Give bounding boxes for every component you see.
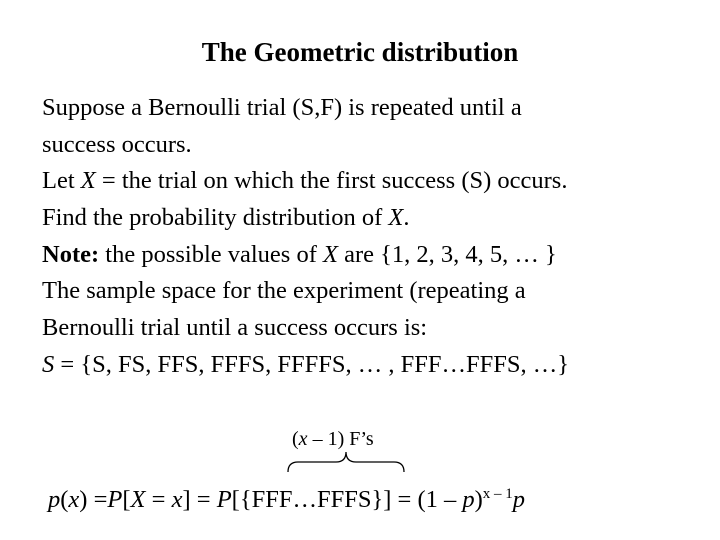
text: ( [292, 428, 299, 450]
text: ] = [182, 486, 217, 513]
text: ( [60, 486, 69, 513]
variable-x: x [68, 486, 80, 513]
body-line-7: Bernoulli trial until a success occurs is: [42, 314, 428, 342]
text: – 1) F’s [307, 428, 374, 450]
text: = the trial on which the first success (S) occurs. [95, 167, 568, 195]
body-line-2: success occurs. [42, 130, 192, 158]
pmf-formula [48, 477, 525, 517]
variable-x: x [171, 486, 183, 513]
symbol-P: P [216, 486, 232, 513]
text: ) = [79, 486, 108, 513]
text: are {1, 2, 3, 4, 5, … } [337, 240, 557, 268]
variable-X: X [130, 486, 146, 513]
slide-body [42, 90, 702, 384]
variable-x: X [323, 240, 338, 268]
text: [{FFF…FFFS}] = (1 – [231, 486, 463, 513]
slide-title: The Geometric distribution [201, 37, 519, 67]
variable-x: X [80, 167, 96, 195]
symbol-p: p [48, 486, 61, 513]
text: [ [122, 486, 131, 513]
text: Let [42, 167, 81, 195]
variable-x: X [388, 204, 404, 232]
body-line-8 [42, 347, 702, 384]
text: = [145, 486, 172, 513]
symbol-p: p [512, 486, 526, 513]
note-label: Note: [42, 240, 100, 268]
text: . [403, 204, 410, 232]
variable-x: x [298, 428, 308, 450]
exponent: x – 1 [482, 486, 513, 502]
text: Find the probability distribution of [42, 204, 389, 232]
symbol-P: P [107, 486, 123, 513]
overbrace-icon [284, 448, 408, 474]
body-line-1: Suppose a Bernoulli trial (S,F) is repeated until a [42, 94, 522, 121]
variable-s: S [42, 350, 55, 378]
symbol-p: p [462, 486, 475, 513]
body-line-5 [42, 237, 702, 274]
sample-space-set: = {S, FS, FFS, FFFS, FFFFS, … , FFF…FFFS, …} [54, 350, 569, 378]
body-line-3 [42, 163, 702, 200]
body-line-4 [42, 200, 702, 237]
text: the possible values of [99, 240, 324, 268]
text: ) [474, 486, 483, 513]
body-line-6: The sample space for the experiment (repeating a [42, 277, 526, 305]
